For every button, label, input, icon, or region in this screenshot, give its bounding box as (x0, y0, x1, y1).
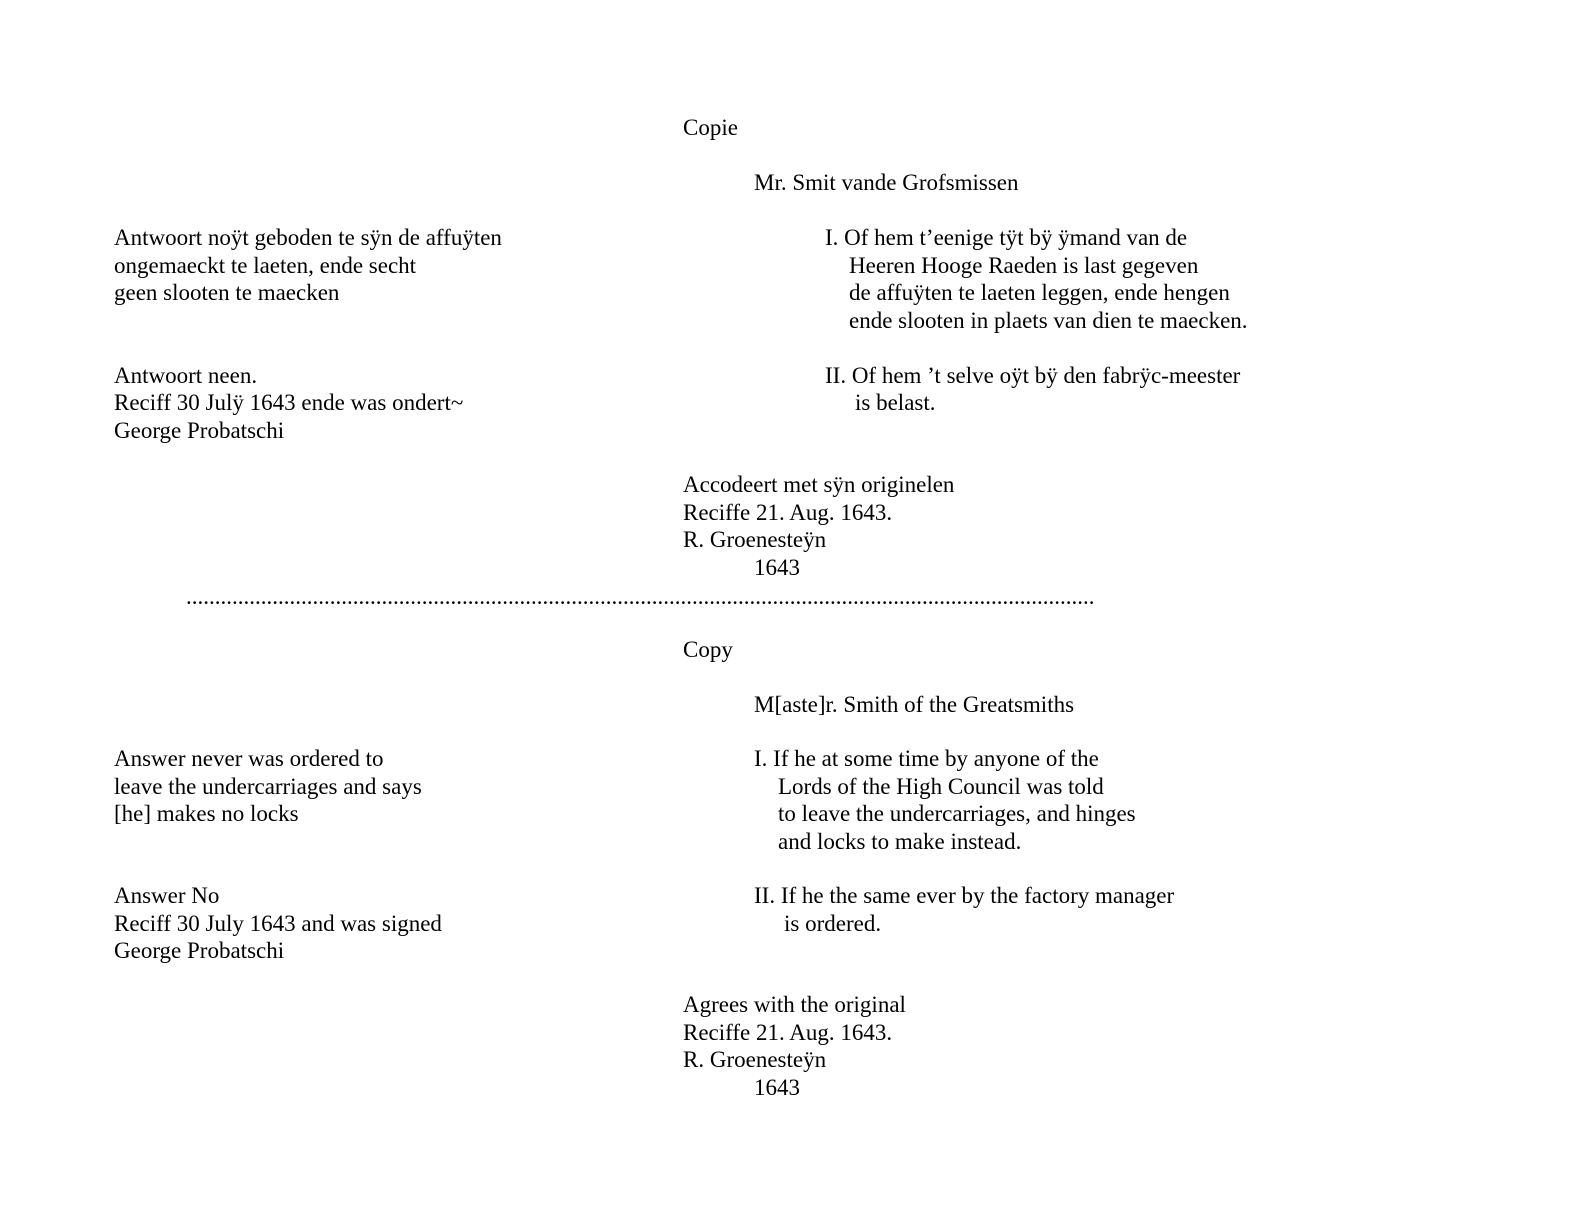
text-line: is belast. (855, 390, 936, 415)
english-addressee: M[aste]r. Smith of the Greatsmiths (754, 692, 1075, 717)
text-line: I. Of hem t’eenige tÿt bÿ ÿmand van de (825, 225, 1188, 250)
text-line: Answer No (114, 883, 220, 908)
text-line: Antwoort neen. (114, 363, 258, 388)
dutch-addressee: Mr. Smit vande Grofsmissen (754, 170, 1019, 195)
dotted-separator: .............................................................................................................................................................. (186, 584, 1095, 609)
text-line: leave the undercarriages and says (114, 774, 422, 799)
year: 1643 (754, 555, 800, 580)
text-line: is ordered. (784, 911, 882, 936)
text-line: I. If he at some time by anyone of the (754, 746, 1099, 771)
dutch-heading: Copie (683, 115, 738, 140)
text-line: Lords of the High Council was told (778, 774, 1104, 799)
text-line: geen slooten te maecken (114, 280, 340, 305)
english-heading: Copy (683, 637, 733, 662)
text-line: de affuÿten te laeten leggen, ende hengen (849, 280, 1230, 305)
text-line: R. Groenesteÿn (683, 1047, 827, 1072)
text-line: R. Groenesteÿn (683, 527, 827, 552)
text-line: Reciff 30 July 1643 and was signed (114, 911, 442, 936)
text-line: ongemaeckt te laeten, ende secht (114, 253, 417, 278)
text-line: II. If he the same ever by the factory manager (754, 883, 1175, 908)
text-line: to leave the undercarriages, and hinges (778, 801, 1136, 826)
text-line: Accodeert met sÿn originelen (683, 472, 955, 497)
text-line: Answer never was ordered to (114, 746, 384, 771)
text-line: [he] makes no locks (114, 801, 299, 826)
text-line: Reciffe 21. Aug. 1643. (683, 500, 893, 525)
text-line: Agrees with the original (683, 992, 906, 1017)
text-line: Heeren Hooge Raeden is last gegeven (849, 253, 1199, 278)
text-line: II. Of hem ’t selve oÿt bÿ den fabrÿc-meester (825, 363, 1241, 388)
text-line: George Probatschi (114, 938, 285, 963)
text-line: Antwoort noÿt geboden te sÿn de affuÿten (114, 225, 502, 250)
text-line: and locks to make instead. (778, 829, 1022, 854)
text-line: Reciff 30 Julÿ 1643 ende was ondert~ (114, 390, 464, 415)
text-line: Reciffe 21. Aug. 1643. (683, 1020, 893, 1045)
year: 1643 (754, 1075, 800, 1100)
text-line: George Probatschi (114, 418, 285, 443)
text-line: ende slooten in plaets van dien te maecken. (849, 308, 1248, 333)
